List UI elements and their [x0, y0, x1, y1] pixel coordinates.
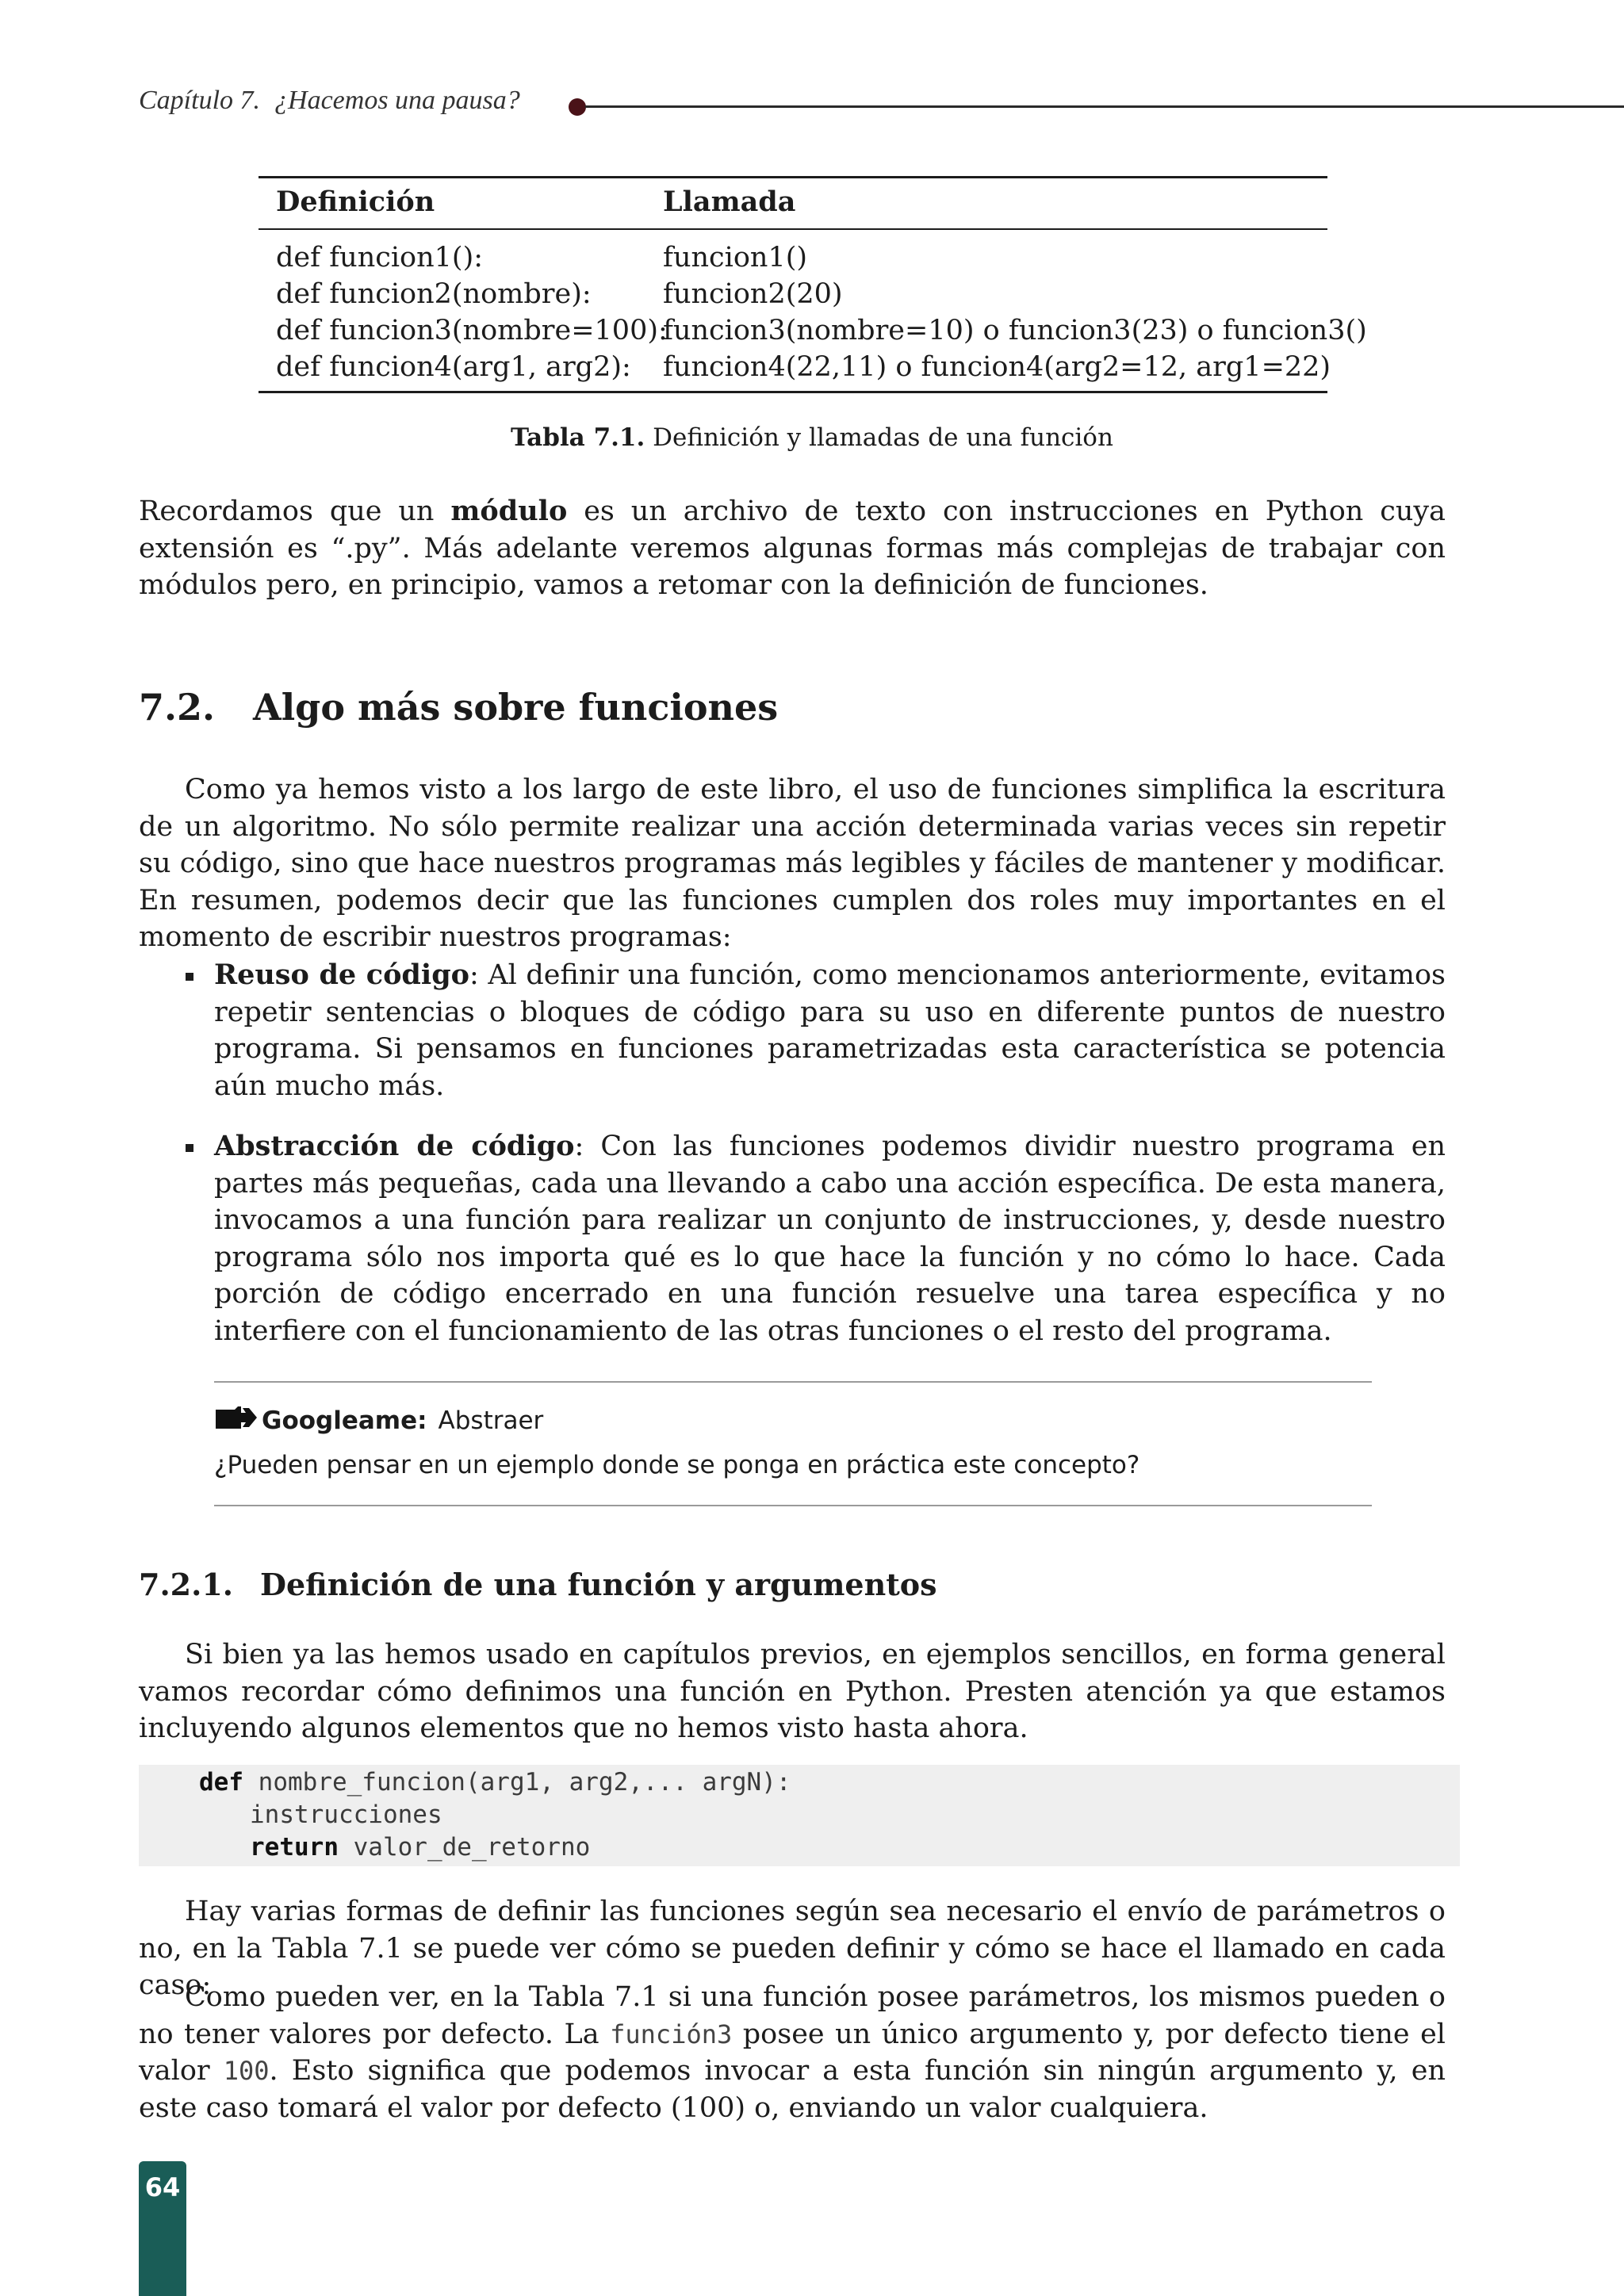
- subsection-heading: [139, 1565, 937, 1605]
- list-item: [182, 957, 1446, 1104]
- table-cell: def funcion4(arg1, arg2):: [276, 351, 631, 383]
- subsection-title: Definición de una función y argumentos: [260, 1567, 937, 1602]
- code-keyword: return: [250, 1833, 339, 1862]
- table-row: [259, 312, 1367, 349]
- table-top-rule: [259, 176, 1327, 178]
- caption-text: Definición y llamadas de una función: [653, 423, 1113, 452]
- subsection-number: 7.2.1.: [139, 1567, 234, 1602]
- code-block: [139, 1765, 1460, 1866]
- final-text: . Esto significa que podemos invocar a esta función sin ningún argumento y, en este caso tomará el valor por defecto (100) o, enviando un valor cualquiera.: [139, 2055, 1446, 2124]
- section-heading: [139, 683, 778, 731]
- table-bottom-rule: [259, 391, 1327, 393]
- table-row: [259, 349, 1331, 385]
- header-dot: [569, 98, 586, 116]
- code-text: valor_de_retorno: [338, 1833, 591, 1862]
- table-body: [259, 239, 1367, 385]
- googleame-box: [214, 1381, 1372, 1506]
- code-line: [199, 1766, 791, 1799]
- googleame-question: ¿Pueden pensar en un ejemplo donde se ponga en práctica este concepto?: [214, 1451, 1140, 1479]
- code-keyword: def: [199, 1768, 243, 1797]
- table-cell: def funcion2(nombre):: [276, 278, 592, 310]
- running-header: [139, 86, 520, 116]
- list-item: [182, 1128, 1446, 1349]
- googleame-line: [214, 1403, 543, 1440]
- section-number: 7.2.: [139, 686, 216, 729]
- section-title: Algo más sobre funciones: [253, 686, 779, 729]
- caption-label: Tabla 7.1.: [511, 423, 645, 452]
- table-mid-rule: [259, 228, 1327, 230]
- inline-code: función3: [610, 2019, 733, 2049]
- intro-paragraph: [139, 493, 1446, 604]
- table-cell: funcion2(20): [663, 278, 843, 310]
- section-paragraph: Como ya hemos visto a los largo de este libro, el uso de funciones simplifica la escritura de un algoritmo. No sólo permite realizar una acción determinada varias veces sin repetir su código, sino que hace nuestros programas más legibles y fáciles de mantener y modificar. En resumen, podemos decir que las funciones cumplen dos roles muy importantes en el momento de escribir nuestros programas:: [139, 774, 1446, 953]
- final-paragraph: [139, 1979, 1446, 2126]
- code-text: nombre_funcion(arg1, arg2,... argN):: [243, 1768, 791, 1797]
- bullet-square-icon: [186, 1144, 193, 1152]
- code-text: instrucciones: [250, 1800, 442, 1829]
- intro-text-post: es un archivo de texto con instrucciones en Python cuya extensión es “.py”. Más adelante veremos algunas formas más complejas de trabajar con módulos pero, en principio, vamos a retomar con la definición de funciones.: [139, 496, 1446, 601]
- table-cell: def funcion1():: [276, 242, 484, 274]
- header-rule: [585, 105, 1624, 108]
- chapter-label: Capítulo 7.: [139, 86, 261, 115]
- page-number-tab: [139, 2161, 186, 2296]
- intro-text-pre: Recordamos que un: [139, 496, 451, 527]
- final-text: Como pueden ver, en la Tabla 7.1 si una función posee parámetros, los mismos pueden o no tener valores por defecto. La: [139, 1981, 1446, 2050]
- table-caption: [0, 422, 1624, 453]
- page-number: 64: [144, 2172, 181, 2202]
- table-header-definicion: Definición: [276, 186, 435, 218]
- subsection-paragraph: Si bien ya las hemos usado en capítulos previos, en ejemplos sencillos, en forma general vamos recordar cómo definimos una función en Python. Presten atención ya que estamos incluyendo algunos elementos que no hemos visto hasta ahora.: [139, 1639, 1446, 1744]
- hand-pointer-icon: [214, 1405, 259, 1440]
- bullet-text: : Al definir una función, como mencionamos anteriormente, evitamos repetir sentencias o bloques de código para su uso en diferente puntos de nuestro programa. Si pensamos en funciones parametrizadas esta característica se potencia aún mucho más.: [214, 959, 1446, 1102]
- bullet-square-icon: [186, 973, 193, 981]
- intro-bold-term: módulo: [450, 495, 568, 527]
- bullet-list: [182, 957, 1446, 1349]
- table-cell: funcion4(22,11) o funcion4(arg2=12, arg1=22): [663, 351, 1331, 383]
- table-cell: funcion3(nombre=10) o funcion3(23) o funcion3(): [663, 315, 1367, 346]
- table-header-llamada: Llamada: [663, 186, 796, 218]
- code-line: [250, 1831, 590, 1864]
- code-line: [250, 1799, 442, 1831]
- bullet-term: Abstracción de código: [214, 1130, 575, 1162]
- bullet-term: Reuso de código: [214, 959, 470, 991]
- inline-code: 100: [223, 2056, 270, 2086]
- table-cell: funcion1(): [663, 242, 808, 274]
- googleame-term: Abstraer: [438, 1406, 544, 1435]
- forms-paragraph: Hay varias formas de definir las funciones según sea necesario el envío de parámetros o no, en la Tabla 7.1 se puede ver cómo se pueden definir y cómo se hace el llamado en cada caso:: [139, 1896, 1446, 2001]
- table-cell: def funcion3(nombre=100):: [276, 315, 668, 346]
- section-label: ¿Hacemos una pausa?: [274, 86, 520, 115]
- googleame-label: Googleame:: [262, 1406, 427, 1435]
- table-row: [259, 276, 1327, 312]
- final-text: posee un único argumento y, por defecto tiene el valor: [139, 2018, 1446, 2087]
- table-row: [259, 239, 1327, 276]
- bullet-text: : Con las funciones podemos dividir nuestro programa en partes más pequeñas, cada una llevando a cabo una acción específica. De esta manera, invocamos a una función para realizar un conjunto de instrucciones, y, desde nuestro programa sólo nos importa qué es lo que hace la función y no cómo lo hace. Cada porción de código encerrado en una función resuelve una tarea específica y no interfiere con el funcionamiento de las otras funciones o el resto del programa.: [214, 1131, 1446, 1347]
